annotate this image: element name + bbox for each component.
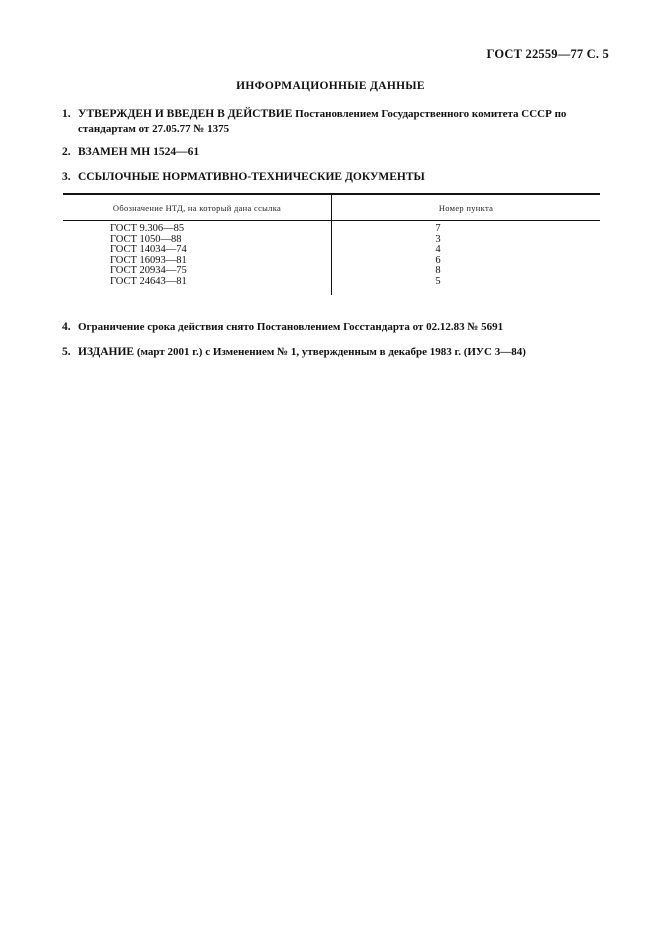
info-item-5: [62, 345, 607, 360]
table-cell-clause: 8: [435, 265, 441, 276]
table-cell-document: ГОСТ 16093—81: [110, 254, 187, 266]
item-caps-text: ССЫЛОЧНЫЕ НОРМАТИВНО-ТЕХНИЧЕСКИЕ ДОКУМЕНТЫ: [78, 171, 425, 183]
table-cell-document: ГОСТ 20934—75: [110, 265, 187, 276]
table-cell-clause: 3: [435, 233, 441, 245]
info-item-3: [62, 170, 607, 185]
item-text: Постановлением Государственного комитета СССР по стандартам от 27.05.77 № 1375: [78, 108, 567, 135]
table-cell-document: ГОСТ 24643—81: [110, 275, 187, 287]
table-column-documents: [110, 224, 187, 287]
reference-table: [63, 193, 600, 295]
item-number: 2.: [62, 146, 71, 158]
item-number: 4.: [62, 321, 71, 333]
table-header-document: Обозначение НТД, на который дана ссылка: [112, 203, 282, 213]
table-cell-clause: 6: [435, 254, 441, 266]
table-header-clause: Номер пункта: [438, 203, 494, 213]
item-number: 3.: [62, 171, 71, 183]
table-cell-document: ГОСТ 14034—74: [110, 244, 187, 255]
item-number: 5.: [62, 346, 71, 358]
section-title: ИНФОРМАЦИОННЫЕ ДАННЫЕ: [236, 80, 425, 92]
item-number: 1.: [62, 108, 71, 120]
table-column-clauses: [423, 224, 453, 287]
table-cell-clause: 7: [435, 223, 441, 234]
item-caps-text: УТВЕРЖДЕН И ВВЕДЕН В ДЕЙСТВИЕ: [78, 108, 293, 120]
info-item-4: [62, 320, 607, 335]
item-text: Ограничение срока действия снято Постановлением Госстандарта от 02.12.83 № 5691: [78, 321, 504, 333]
page-header: ГОСТ 22559—77 С. 5: [486, 47, 609, 61]
table-cell-document: ГОСТ 1050—88: [110, 233, 182, 245]
info-item-1: [62, 107, 607, 137]
item-caps-text: ВЗАМЕН МН 1524—61: [78, 146, 200, 158]
table-cell-document: ГОСТ 9.306—85: [110, 223, 185, 234]
info-item-2: [62, 145, 607, 160]
table-cell-clause: 5: [435, 275, 441, 287]
item-text: (март 2001 г.) с Изменением № 1, утвержденным в декабре 1983 г. (ИУС 3—84): [134, 346, 526, 358]
table-cell-clause: 4: [435, 244, 441, 255]
item-caps-text: ИЗДАНИЕ: [78, 346, 135, 358]
